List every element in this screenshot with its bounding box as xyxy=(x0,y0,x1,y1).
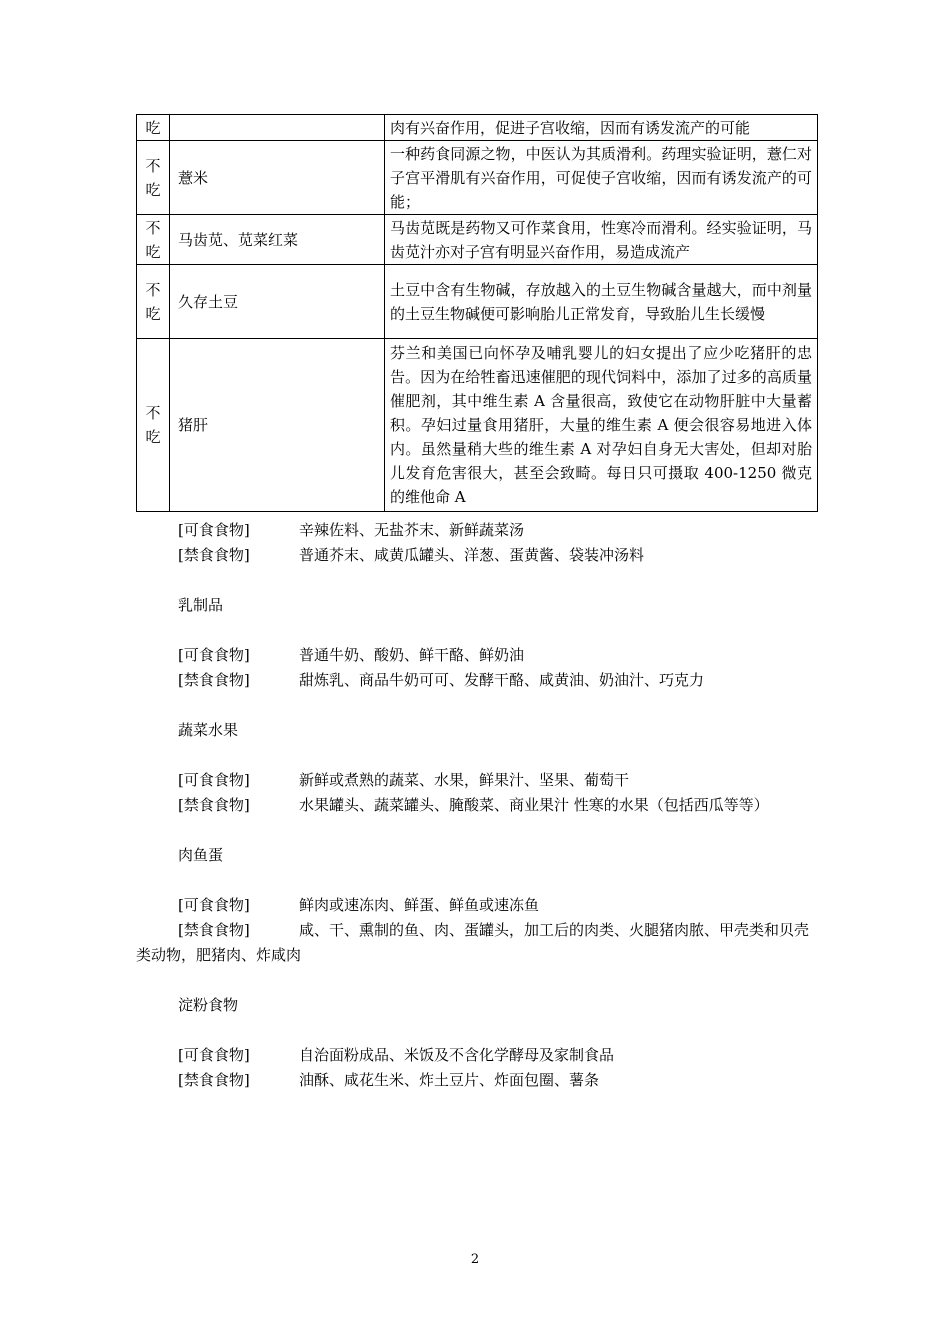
forbidden-label: [禁食食物] xyxy=(178,671,250,689)
food-cell: 猪肝 xyxy=(170,339,385,512)
description-cell: 土豆中含有生物碱，存放越入的土豆生物碱含量越大，而中剂量的土豆生物碱便可影响胎儿正常发育，导致胎儿生长缓慢 xyxy=(385,265,818,339)
dairy-forbidden-line xyxy=(136,668,818,693)
description-cell: 马齿苋既是药物又可作菜食用，性寒冷而滑利。经实验证明，马齿苋汁亦对子宫有明显兴奋作用，易造成流产 xyxy=(385,215,818,265)
meat-allowed-line xyxy=(136,893,818,918)
allowed-label: [可食食物] xyxy=(178,771,250,789)
allowed-foods: 普通牛奶、酸奶、鲜干酪、鲜奶油 xyxy=(299,646,525,664)
condiments-forbidden-line xyxy=(136,543,818,568)
verdict-cell: 吃 xyxy=(137,115,170,141)
page-number: 2 xyxy=(470,1252,480,1267)
food-cell: 马齿苋、苋菜红菜 xyxy=(170,215,385,265)
dairy-allowed-line xyxy=(136,643,818,668)
table-row xyxy=(137,115,818,141)
forbidden-foods: 普通芥末、咸黄瓜罐头、洋葱、蛋黄酱、袋装冲汤料 xyxy=(299,546,645,564)
diet-sections xyxy=(136,518,818,1093)
condiments-allowed-line xyxy=(136,518,818,543)
allowed-label: [可食食物] xyxy=(178,646,250,664)
allowed-foods: 鲜肉或速冻肉、鲜蛋、鲜鱼或速冻鱼 xyxy=(299,896,540,914)
description-cell: 芬兰和美国已向怀孕及哺乳婴儿的妇女提出了应少吃猪肝的忠告。因为在给牲畜迅速催肥的现代饲料中，添加了过多的高质量催肥剂，其中维生素 A 含量很高，致使它在动物肝脏中大量蓄积。孕妇过量食用猪肝，大量的维生素 A 便会很容易地进入体内。虽然量稍大些的维生素 A 对孕妇自身无大害处，但却对胎儿发育危害很大，甚至会致畸。每日只可摄取 400-1250 微克的维他命 A xyxy=(385,339,818,512)
forbidden-label: [禁食食物] xyxy=(178,796,250,814)
vegfruit-forbidden-line xyxy=(136,793,818,818)
food-table xyxy=(136,114,818,512)
allowed-label: [可食食物] xyxy=(178,1046,250,1064)
section-heading-dairy: 乳制品 xyxy=(178,596,224,614)
allowed-foods: 新鲜或煮熟的蔬菜、水果，鲜果汁、坚果、葡萄干 xyxy=(299,771,630,789)
description-cell: 一种药食同源之物，中医认为其质滑利。药理实验证明，薏仁对子宫平滑肌有兴奋作用，可促使子宫收缩，因而有诱发流产的可能； xyxy=(385,141,818,215)
food-cell: 薏米 xyxy=(170,141,385,215)
meat-forbidden-line xyxy=(136,918,818,968)
forbidden-label: [禁食食物] xyxy=(178,546,250,564)
table-row xyxy=(137,141,818,215)
food-cell xyxy=(170,115,385,141)
forbidden-foods: 油酥、咸花生米、炸土豆片、炸面包圈、薯条 xyxy=(299,1071,600,1089)
allowed-foods: 辛辣佐料、无盐芥末、新鲜蔬菜汤 xyxy=(299,521,525,539)
table-row xyxy=(137,339,818,512)
verdict-cell: 不吃 xyxy=(137,141,170,215)
verdict-cell: 不吃 xyxy=(137,215,170,265)
vegfruit-allowed-line xyxy=(136,768,818,793)
forbidden-foods: 甜炼乳、商品牛奶可可、发酵干酪、咸黄油、奶油汁、巧克力 xyxy=(299,671,705,689)
verdict-cell: 不吃 xyxy=(137,339,170,512)
verdict-cell: 不吃 xyxy=(137,265,170,339)
forbidden-foods: 咸、干、熏制的鱼、肉、蛋罐头，加工后的肉类、火腿猪肉脓、甲壳类和贝壳类动物，肥猪肉、炸咸肉 xyxy=(136,921,810,964)
starch-forbidden-line xyxy=(136,1068,818,1093)
allowed-label: [可食食物] xyxy=(178,896,250,914)
section-heading-vegfruit: 蔬菜水果 xyxy=(178,721,239,739)
description-cell: 肉有兴奋作用，促进子宫收缩，因而有诱发流产的可能 xyxy=(385,115,818,141)
forbidden-foods: 水果罐头、蔬菜罐头、腌酸菜、商业果汁 性寒的水果（包括西瓜等等） xyxy=(299,796,769,814)
allowed-foods: 自治面粉成品、米饭及不含化学酵母及家制食品 xyxy=(299,1046,615,1064)
section-heading-starch: 淀粉食物 xyxy=(178,996,239,1014)
forbidden-label: [禁食食物] xyxy=(178,1071,250,1089)
table-row xyxy=(137,215,818,265)
food-cell: 久存土豆 xyxy=(170,265,385,339)
starch-allowed-line xyxy=(136,1043,818,1068)
table-row xyxy=(137,265,818,339)
forbidden-label: [禁食食物] xyxy=(178,921,250,939)
allowed-label: [可食食物] xyxy=(178,521,250,539)
section-heading-meat: 肉鱼蛋 xyxy=(178,846,224,864)
